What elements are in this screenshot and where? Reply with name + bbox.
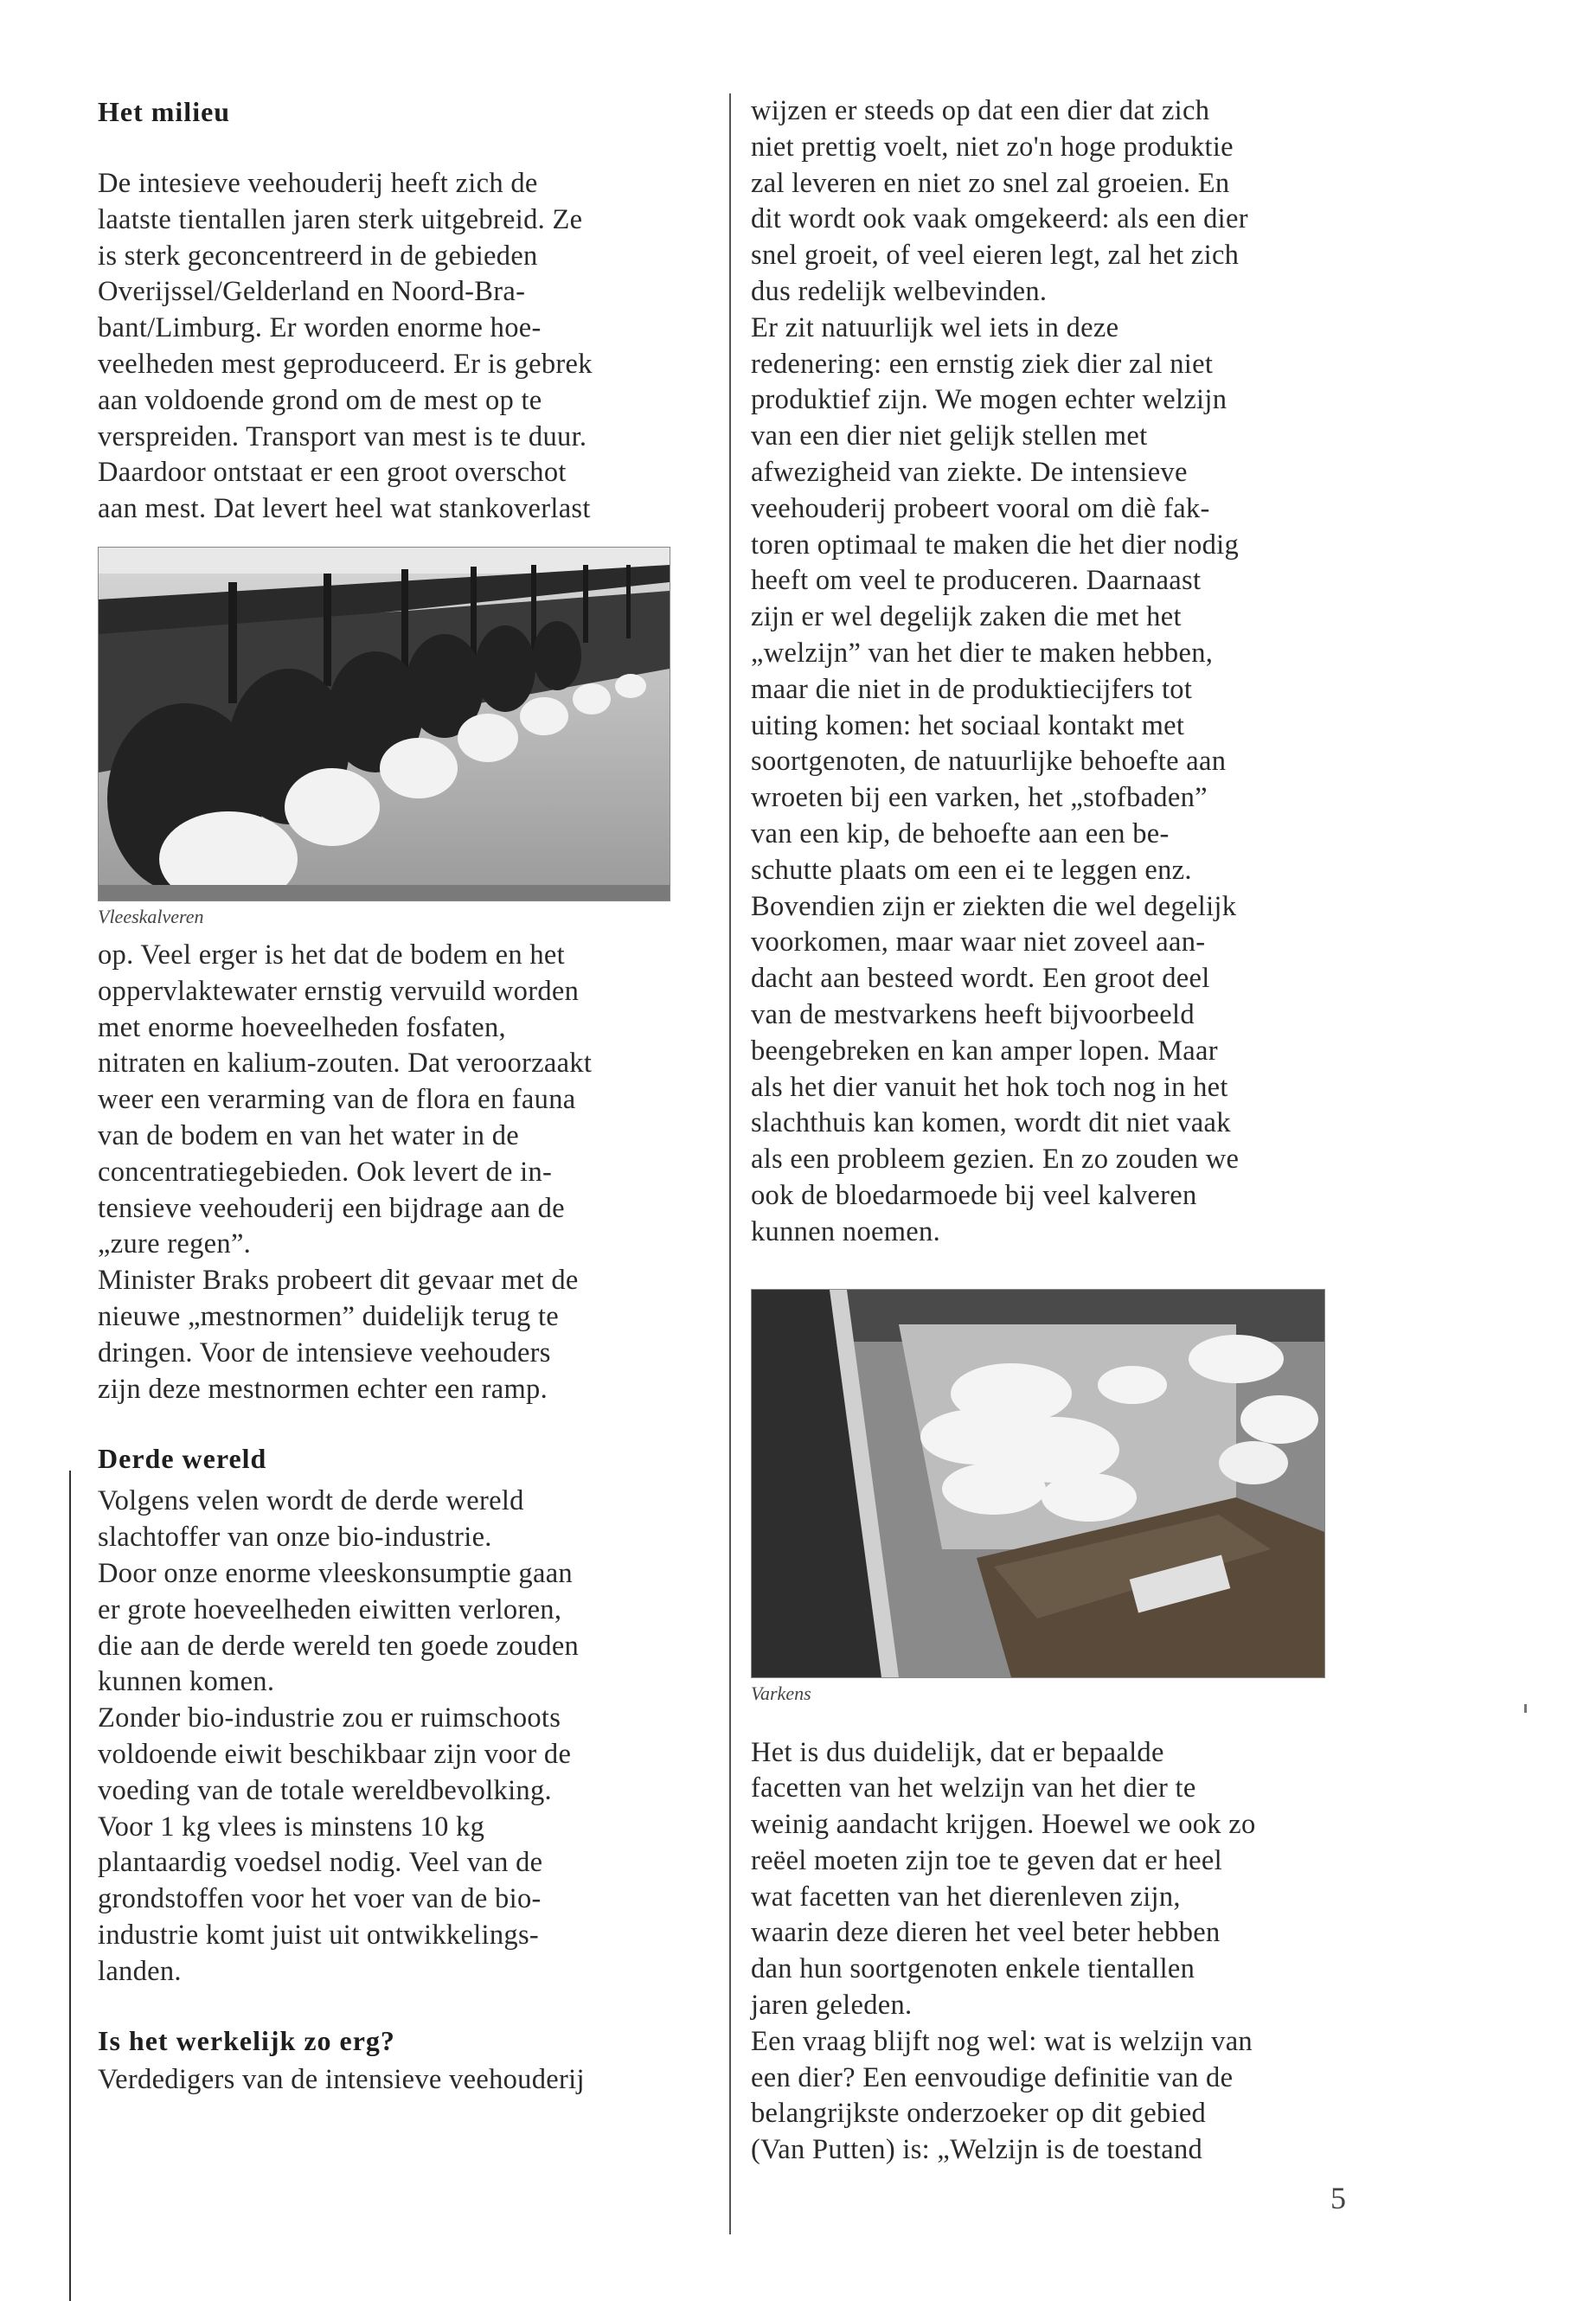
caption-varkens: Varkens — [751, 1682, 811, 1704]
stray-mark — [1524, 1704, 1527, 1713]
heading-derde-wereld: Derde wereld — [98, 1443, 267, 1475]
column-rule — [729, 93, 731, 2234]
heading-is-het-werkelijk-zo-erg: Is het werkelijk zo erg? — [98, 2025, 395, 2057]
paragraph-right-2: Het is dus duidelijk, dat er bepaalde facetten van het welzijn van het dier te weinig aandacht krijgen. Hoewel we ook zo reëel moeten zijn toe te geven dat er heel wat facetten van het dierenleven zijn, waarin deze dieren het veel beter hebben dan hun soortgenoten enkele tientallen jaren geleden. Een vraag blijft nog wel: wat is welzijn van een dier? Een eenvoudige definitie van de belangrijkste onderzoeker op dit gebied (Van Putten) is: „Welzijn is de toestand — [751, 1736, 1256, 2166]
paragraph-milieu-1: De intesieve veehouderij heeft zich de laatste tientallen jaren sterk uitgebreid. Ze is sterk geconcentreerd in de gebieden Overijssel/Gelderland en Noord-Bra- bant/Limburg. Er worden enorme hoe- veelheden mest geproduceerd. Er is gebrek aan voldoende grond om de mest op te verspreiden. Transport van mest is te duur. Daardoor ontstaat er een groot overschot aan mest. Dat levert heel wat stankoverlast — [98, 168, 593, 525]
paragraph-right-1: wijzen er steeds op dat een dier dat zich niet prettig voelt, niet zo'n hoge produktie zal leveren en niet zo snel zal groeien. En dit wordt ook vaak omgekeerd: als een dier snel groeit, of veel eieren legt, zal het zich dus redelijk welbevinden. Er zit natuurlijk wel iets in deze redenering: een ernstig ziek dier zal niet produktief zijn. We mogen echter welzijn van een dier niet gelijk stellen met afwezigheid van ziekte. De intensieve veehouderij probeert vooral om diè fak- toren optimaal te maken die het dier nodig heeft om veel te produceren. Daarnaast zijn er wel degelijk zaken die met het „welzijn” van het dier te maken hebben, maar die niet in de produktiecijfers tot uiting komen: het sociaal kontakt met soortgenoten, de natuurlijke behoefte aan wroeten bij een varken, het „stofbaden” van een kip, de behoefte aan een be- schutte plaats om een ei te leggen enz. Bovendien zijn er ziekten die wel degelijk voorkomen, maar waar niet zoveel aan- dacht aan besteed wordt. Een groot deel van de mestvarkens heeft bijvoorbeeld beengebreken en kan amper lopen. Maar als het dier vanuit het hok toch nog in het slachthuis kan komen, wordt dit niet vaak als een probleem gezien. En zo zouden we ook de bloedarmoede bij veel kalveren kunnen noemen. — [751, 95, 1248, 1247]
paragraph-erg: Verdedigers van de intensieve veehouderij — [98, 2064, 585, 2096]
page-number: 5 — [1330, 2181, 1346, 2215]
margin-line — [69, 1471, 71, 2301]
right-column — [751, 93, 1374, 2169]
photo-vleeskalveren — [98, 547, 670, 901]
paragraph-milieu-2: op. Veel erger is het dat de bodem en het oppervlaktewater ernstig vervuild worden met enorme hoeveelheden fosfaten, nitraten en kalium-zouten. Dat veroorzaakt weer een verarming van de flora en fauna van de bodem en van het water in de concentratiegebieden. Ook levert de in- tensieve veehouderij een bijdrage aan de „zure regen”. Minister Braks probeert dit gevaar met de nieuwe „mestnormen” duidelijk terug te dringen. Voor de intensieve veehouders zijn deze mestnormen echter een ramp. — [98, 939, 593, 1405]
paragraph-derde-wereld: Volgens velen wordt de derde wereld slachtoffer van onze bio-industrie. Door onze enorme vleeskonsumptie gaan er grote hoeveelheden eiwitten verloren, die aan de derde wereld ten goede zouden kunnen komen. Zonder bio-industrie zou er ruimschoots voldoende eiwit beschikbaar zijn voor de voeding van de totale wereldbevolking. Voor 1 kg vlees is minstens 10 kg plantaardig voedsel nodig. Veel van de grondstoffen voor het voer van de bio- industrie komt juist uit ontwikkelings- landen. — [98, 1485, 580, 1987]
left-column — [98, 93, 703, 2099]
heading-het-milieu: Het milieu — [98, 96, 231, 127]
photo-varkens — [751, 1289, 1325, 1678]
caption-vleeskalveren: Vleeskalveren — [98, 905, 204, 927]
